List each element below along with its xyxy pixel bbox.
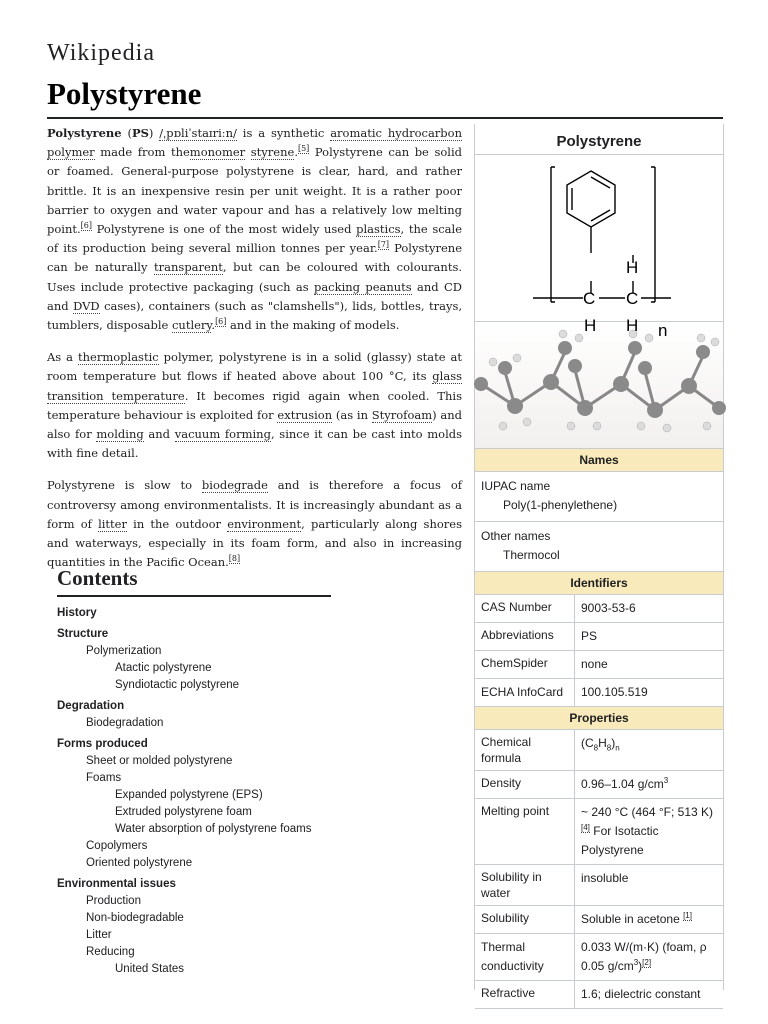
reference-5[interactable]: [5] <box>297 144 310 154</box>
solubility-label: Solubility <box>475 906 575 933</box>
text: , since it can be cast into molds with fine detail. <box>47 427 463 461</box>
chembox-infobox <box>474 124 724 1001</box>
formula-h-count: 8 <box>606 743 612 753</box>
abbr-bold: PS <box>131 126 149 140</box>
link-litter[interactable]: litter <box>98 516 127 531</box>
melting-label[interactable]: Melting point <box>475 799 575 864</box>
text: Polystyrene can be solid or foamed. General-purpose polystyrene is clear, hard, and rather brittle. It is an inexpensive resin per unit weight. It is a rather poor barrier to oxygen and water vapour and has a relatively low melting point. <box>47 145 462 237</box>
article-body <box>47 124 462 585</box>
atom-h-right: H <box>626 316 639 335</box>
toc-item[interactable]: Reducing <box>86 946 135 958</box>
toc-list <box>57 605 331 978</box>
title-divider <box>47 117 723 119</box>
solubility-water-value: insoluble <box>581 871 629 885</box>
text: and CD and <box>47 279 463 313</box>
echa-value[interactable]: 100.105.519 <box>581 685 648 699</box>
toc-item[interactable]: Water absorption of polystyrene foams <box>115 823 312 835</box>
formula-n: n <box>615 743 620 753</box>
row-echa-infocard <box>475 679 723 707</box>
repeat-n: n <box>658 321 668 340</box>
toc-item[interactable]: Syndiotactic polystyrene <box>115 679 240 691</box>
link-cutlery[interactable]: cutlery <box>171 318 212 333</box>
toc-item[interactable]: Biodegradation <box>86 717 164 729</box>
text: made from the <box>94 145 190 160</box>
toc-item[interactable]: Degradation <box>57 700 125 712</box>
melting-note: For Isotactic Polystyrene <box>581 824 659 857</box>
toc-item[interactable]: Extruded polystyrene foam <box>115 806 252 818</box>
text: Polystyrene can be naturally <box>47 241 463 275</box>
reference-2[interactable]: [2] <box>642 958 652 967</box>
toc-item[interactable]: Litter <box>86 929 112 941</box>
chemspider-value: none <box>581 657 608 671</box>
row-abbreviations <box>475 623 723 651</box>
other-names-label: Other names <box>481 529 551 543</box>
text: Polystyrene is slow to <box>47 478 202 493</box>
row-refractive <box>475 981 723 1009</box>
link-dvd[interactable]: DVD <box>73 298 100 313</box>
text: , the scale of its production being several million tonnes per year. <box>47 222 462 256</box>
ring-double-bonds <box>572 177 610 221</box>
thermal-text: 0.033 W/(m·K) (foam, ρ 0.05 g/cm <box>581 940 707 973</box>
infobox-caption: Polystyrene <box>556 133 642 150</box>
text: Polystyrene is one of the most widely used <box>92 222 357 237</box>
lead-paragraph-3 <box>47 476 462 572</box>
text: and in the making of models. <box>226 318 400 333</box>
lead-paragraph-1: Polystyrene (PS) /ˌpɒliˈstaɪriːn/ is a synthetic aromatic hydrocarbon polymer made from themonomer styrene.[5] Polystyrene can be solid or foamed. General-purpose polystyrene is clear, hard, and rather brittle. It is an inexpensive resin per unit weight. It is a rather poor barrier to oxygen and water vapour and has a relatively low melting point.[6] Polystyrene is one of the most widely used plastics, the scale of its production being several million tonnes per year.[7] Polystyrene can be naturally transparent, but can be coloured with colourants. Uses include protective packaging (such as packing peanuts and CD and DVD cases), containers (such as "clamshells"), lids, bottles, trays, tumblers, disposable cutlery.[6] and in the making of models. <box>47 126 463 333</box>
link-vacuum-forming[interactable]: vacuum forming <box>174 427 271 442</box>
abbreviations-label: Abbreviations <box>475 623 575 650</box>
melting-value <box>575 799 723 864</box>
formula-label[interactable]: Chemical formula <box>475 730 575 770</box>
iupac-name-block <box>475 472 723 522</box>
density-exponent: 3 <box>663 776 669 785</box>
link-glass-transition[interactable]: glass transition temperature <box>47 369 462 403</box>
reference-6b[interactable]: [6] <box>215 317 227 327</box>
formula-c-count: 8 <box>593 743 599 753</box>
thermal-exponent: 3 <box>633 958 639 967</box>
pronunciation-link[interactable]: /ˌpɒliˈstaɪriːn/ <box>159 126 237 140</box>
benzene-ring <box>567 171 615 227</box>
thermal-label[interactable]: Thermal conductivity <box>475 934 575 980</box>
toc-item[interactable]: Atactic polystyrene <box>115 662 212 674</box>
row-solubility-water <box>475 865 723 906</box>
table-of-contents <box>57 566 331 978</box>
density-value <box>575 771 723 798</box>
row-density <box>475 771 723 799</box>
contents-heading: Contents <box>57 566 331 597</box>
reference-6[interactable]: [6] <box>80 221 92 231</box>
link-biodegrade[interactable]: biodegrade <box>201 478 268 493</box>
toc-item[interactable]: Sheet or molded polystyrene <box>86 755 233 767</box>
solubility-value <box>575 906 723 933</box>
link-polymer[interactable]: polymer <box>47 145 95 160</box>
iupac-label: IUPAC name <box>481 479 551 493</box>
toc-item[interactable]: Forms produced <box>57 738 148 750</box>
other-names-value: Thermocol <box>503 548 560 562</box>
structure-diagram[interactable] <box>475 154 723 340</box>
ball-and-stick-model[interactable] <box>475 322 723 449</box>
link-thermoplastic[interactable]: thermoplastic <box>78 350 159 365</box>
echa-label[interactable]: ECHA InfoCard <box>475 679 575 706</box>
link-extrusion[interactable]: extrusion <box>277 407 333 422</box>
text: cases), containers (such as "clamshells"), lids, bottles, trays, tumblers, disposable <box>47 298 463 333</box>
link-styrofoam[interactable]: Styrofoam <box>371 407 433 422</box>
formula-h: H <box>598 736 607 750</box>
text: and <box>143 427 175 442</box>
term-bold: Polystyrene <box>47 126 122 140</box>
density-text: 0.96–1.04 g/cm <box>581 777 664 791</box>
row-chemical-formula <box>475 730 723 771</box>
refractive-value: 1.6; dielectric constant <box>581 987 701 1001</box>
reference-7[interactable]: [7] <box>377 240 390 250</box>
reference-1[interactable]: [1] <box>683 911 692 920</box>
reference-8[interactable]: [8] <box>228 554 241 564</box>
toc-item[interactable]: Polymerization <box>86 645 162 657</box>
atom-h-top: H <box>626 258 639 277</box>
toc-item[interactable]: Production <box>86 895 141 907</box>
link-molding[interactable]: molding <box>96 427 144 442</box>
text: (as in <box>332 407 372 422</box>
section-properties: Properties <box>475 707 723 730</box>
row-cas-number <box>475 595 723 623</box>
text: , but can be coloured with colourants. Uses include protective packaging (such as <box>47 260 462 294</box>
section-identifiers: Identifiers <box>475 572 723 595</box>
skeletal-formula <box>475 155 723 340</box>
right-bracket <box>651 167 655 302</box>
other-names-block <box>475 522 723 572</box>
toc-item[interactable]: Environmental issues <box>57 878 176 890</box>
formula-open: (C <box>581 736 594 750</box>
melting-text: ~ 240 °C (464 °F; 513 K) <box>581 805 713 819</box>
link-aromatic-hydrocarbon[interactable]: aromatic hydrocarbon <box>330 126 462 140</box>
atom-c-right: C <box>626 289 639 308</box>
text: . It becomes rigid again when cooled. This temperature behaviour is exploited for <box>47 388 462 422</box>
link-packing-peanuts[interactable]: packing peanuts <box>313 279 412 294</box>
link-environment[interactable]: environment <box>227 516 302 531</box>
atom-c-left: C <box>583 289 596 308</box>
solubility-water-label[interactable]: Solubility in water <box>475 865 575 905</box>
page-title: Polystyrene <box>47 76 202 111</box>
toc-item[interactable]: History <box>57 607 97 619</box>
solubility-text: Soluble in acetone <box>581 912 684 926</box>
abbreviations-value: PS <box>581 629 598 643</box>
text: and is therefore a focus of controversy among environmentalists. It is increasingly abundant as a form of <box>47 478 462 531</box>
row-melting-point <box>475 799 723 865</box>
refractive-label[interactable]: Refractive <box>475 981 575 1008</box>
toc-item[interactable]: United States <box>115 963 185 975</box>
section-names: Names <box>475 449 723 472</box>
link-transparent[interactable]: transparent <box>154 260 223 275</box>
left-bracket <box>551 167 555 302</box>
formula-value <box>575 730 723 770</box>
atom-h-left: H <box>584 316 597 335</box>
link-styrene[interactable]: styrene <box>250 145 295 160</box>
toc-item[interactable]: Oriented polystyrene <box>86 857 193 869</box>
toc-item[interactable]: Expanded polystyrene (EPS) <box>115 789 263 801</box>
text: in the outdoor <box>126 516 228 531</box>
thermal-value <box>575 934 723 980</box>
text: , particularly along shores and waterways, especially in its foam form, and also in increasing quantities in the Pacific Ocean. <box>47 516 462 570</box>
link-plastics[interactable]: plastics <box>356 222 401 237</box>
text: ) and also for <box>47 407 462 442</box>
text: As a <box>47 350 78 365</box>
toc-item[interactable]: Foams <box>86 772 122 784</box>
density-label[interactable]: Density <box>475 771 575 798</box>
link-monomer[interactable]: monomer <box>189 145 246 160</box>
thermal-close: ) <box>638 959 643 973</box>
cas-label[interactable]: CAS Number <box>475 595 575 622</box>
toc-item[interactable]: Structure <box>57 628 109 640</box>
toc-item[interactable]: Non-biodegradable <box>86 912 184 924</box>
lead-paragraph-2 <box>47 348 462 463</box>
formula-close: ) <box>611 736 616 750</box>
row-chemspider <box>475 651 723 679</box>
chemspider-label[interactable]: ChemSpider <box>475 651 575 678</box>
iupac-value: Poly(1-phenylethene) <box>503 498 618 512</box>
text: polymer, polystyrene is in a solid (glassy) state at room temperature but flows if heated above about 100 °C, its <box>47 350 462 384</box>
reference-4[interactable]: [4] <box>581 823 590 832</box>
row-thermal-conductivity <box>475 934 723 981</box>
wikipedia-wordmark[interactable]: Wikipedia <box>47 40 155 66</box>
toc-item[interactable]: Copolymers <box>86 840 148 852</box>
row-solubility <box>475 906 723 934</box>
molecule-model-image <box>475 322 723 448</box>
cas-value[interactable]: 9003-53-6 <box>581 601 636 615</box>
text: is a synthetic <box>236 126 331 140</box>
